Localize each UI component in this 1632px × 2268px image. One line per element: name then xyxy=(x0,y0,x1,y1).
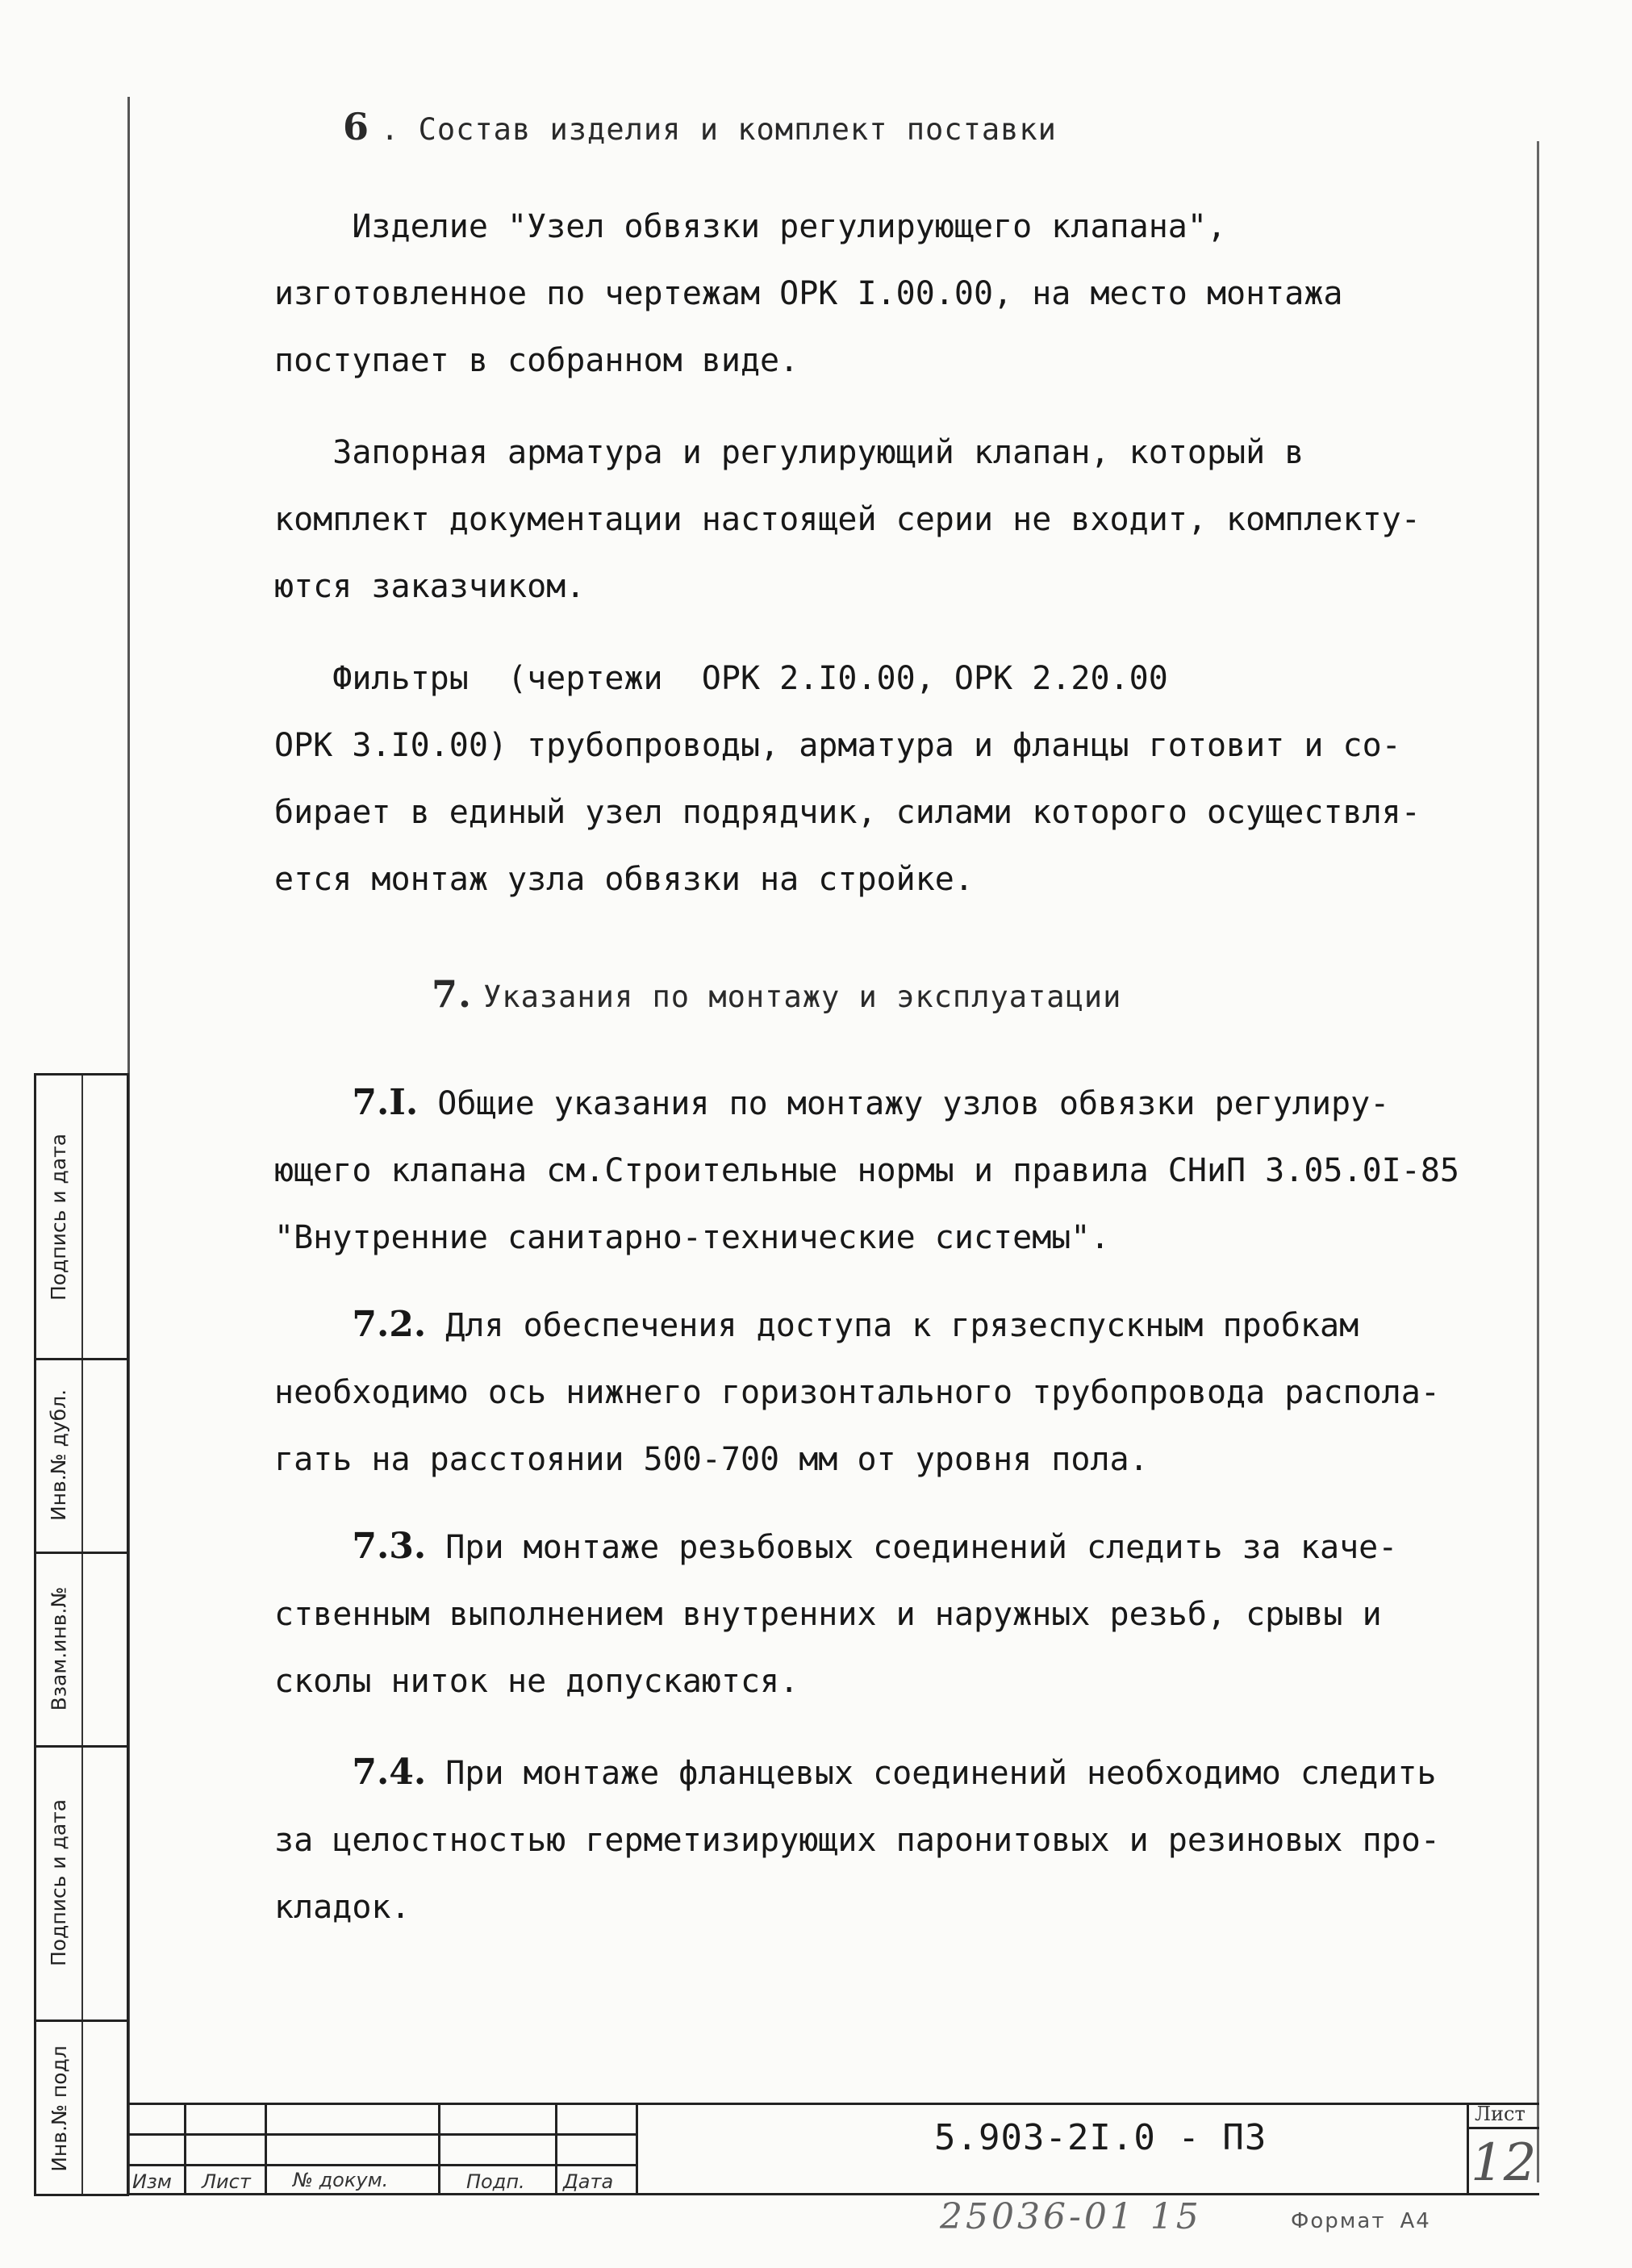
stamp-line xyxy=(265,2103,267,2195)
text-line xyxy=(274,1513,1501,1581)
text-line: комплект документации настоящей серии не входит, комплекту- xyxy=(274,501,1421,538)
side-label-signature-date-2: Подпись и дата xyxy=(47,1798,71,1966)
text-line: Изделие "Узел обвязки регулирующего клапана", xyxy=(274,208,1227,245)
paragraph-valves xyxy=(274,420,1501,620)
inventory-number: 25036-01 15 xyxy=(940,2196,1202,2237)
item-line-first: При монтаже фланцевых соединений необходимо следить xyxy=(445,1755,1437,1792)
item-7-4 xyxy=(274,1739,1501,1941)
text-line: Фильтры (чертежи ОРК 2.I0.00, ОРК 2.20.00 xyxy=(274,660,1168,697)
col-change: Изм xyxy=(132,2170,172,2193)
col-signature: Подп. xyxy=(466,2170,525,2193)
text-line xyxy=(274,1291,1501,1360)
format-note xyxy=(1291,2209,1431,2233)
text-line: "Внутренние санитарно-технические системы". xyxy=(274,1219,1110,1256)
paragraph-filters xyxy=(274,645,1501,913)
text-line xyxy=(274,1069,1501,1138)
stamp-line xyxy=(438,2103,440,2195)
text-line: ющего клапана см.Строительные нормы и правила СНиП 3.05.0I-85 xyxy=(274,1152,1460,1189)
title-block xyxy=(127,2103,1539,2195)
item-number: 7.I. xyxy=(352,1082,419,1123)
format-value: А4 xyxy=(1400,2209,1431,2233)
text-line: сколы ниток не допускаются. xyxy=(274,1663,799,1700)
section-7-heading xyxy=(432,972,1121,1016)
format-label: Формат xyxy=(1291,2209,1386,2233)
section-6-heading xyxy=(343,105,1057,148)
item-line-first: Общие указания по монтажу узлов обвязки регулиру- xyxy=(437,1085,1390,1122)
stamp-line xyxy=(1467,2127,1539,2129)
item-line-first: При монтаже резьбовых соединений следить за каче- xyxy=(445,1529,1398,1566)
side-label-signature-date-1: Подпись и дата xyxy=(47,1133,71,1301)
item-7-2 xyxy=(274,1291,1501,1493)
col-date: Дата xyxy=(563,2170,614,2193)
item-7-1 xyxy=(274,1069,1501,1272)
document-code: 5.903-2I.0 - ПЗ xyxy=(934,2117,1267,2158)
item-number: 7.2. xyxy=(352,1304,427,1345)
item-number: 7.4. xyxy=(352,1752,427,1793)
stamp-line xyxy=(555,2103,557,2195)
text-line: ОРК 3.I0.00) трубопроводы, арматура и фланцы готовит и со- xyxy=(274,727,1401,764)
col-doc-number: № докум. xyxy=(293,2169,389,2191)
text-line xyxy=(274,1739,1501,1807)
text-line: Запорная арматура и регулирующий клапан, который в xyxy=(274,434,1304,471)
frame-right-border xyxy=(1537,141,1539,2182)
text-line: необходимо ось нижнего горизонтального трубопровода распола- xyxy=(274,1374,1440,1411)
stamp-line xyxy=(127,2103,1539,2105)
item-line-first: Для обеспечения доступа к грязеспускным пробкам xyxy=(445,1307,1359,1344)
text-line: за целостностью герметизирующих паронитовых и резиновых про- xyxy=(274,1822,1440,1859)
text-line: кладок. xyxy=(274,1889,411,1926)
text-line: поступает в собранном виде. xyxy=(274,342,799,379)
text-line: бирает в единый узел подрядчик, силами которого осуществля- xyxy=(274,794,1421,831)
text-line: ется монтаж узла обвязки на стройке. xyxy=(274,861,974,898)
text-line: изготовленное по чертежам ОРК I.00.00, на место монтажа xyxy=(274,275,1343,312)
side-label-original-inventory: Инв.№ подл xyxy=(47,2045,71,2172)
sheet-number: 12 xyxy=(1471,2133,1537,2193)
item-number: 7.3. xyxy=(352,1526,427,1567)
side-label-dup-inventory: Инв.№ дубл. xyxy=(47,1389,71,1521)
paragraph-product xyxy=(274,194,1501,395)
sheet-label: Лист xyxy=(1475,2103,1526,2125)
text-line: ются заказчиком. xyxy=(274,568,586,605)
item-7-3 xyxy=(274,1513,1501,1715)
stamp-line xyxy=(127,2164,636,2166)
left-binding-column xyxy=(34,1073,129,2196)
section-6-title: . Состав изделия и комплект поставки xyxy=(381,112,1057,147)
stamp-line xyxy=(127,2133,636,2136)
text-line: ственным выполнением внутренних и наружных резьб, срывы и xyxy=(274,1596,1382,1633)
text-line: гать на расстоянии 500-700 мм от уровня пола. xyxy=(274,1441,1149,1478)
stamp-line xyxy=(636,2103,638,2195)
section-6-number: 6 xyxy=(343,105,370,148)
stamp-line xyxy=(184,2103,186,2195)
section-7-title: Указания по монтажу и эксплуатации xyxy=(483,979,1122,1014)
section-7-number: 7. xyxy=(432,972,473,1016)
side-label-replace-inventory: Взам.инв.№ xyxy=(47,1586,71,1710)
stamp-line xyxy=(1467,2103,1469,2195)
col-sheet: Лист xyxy=(202,2170,251,2193)
